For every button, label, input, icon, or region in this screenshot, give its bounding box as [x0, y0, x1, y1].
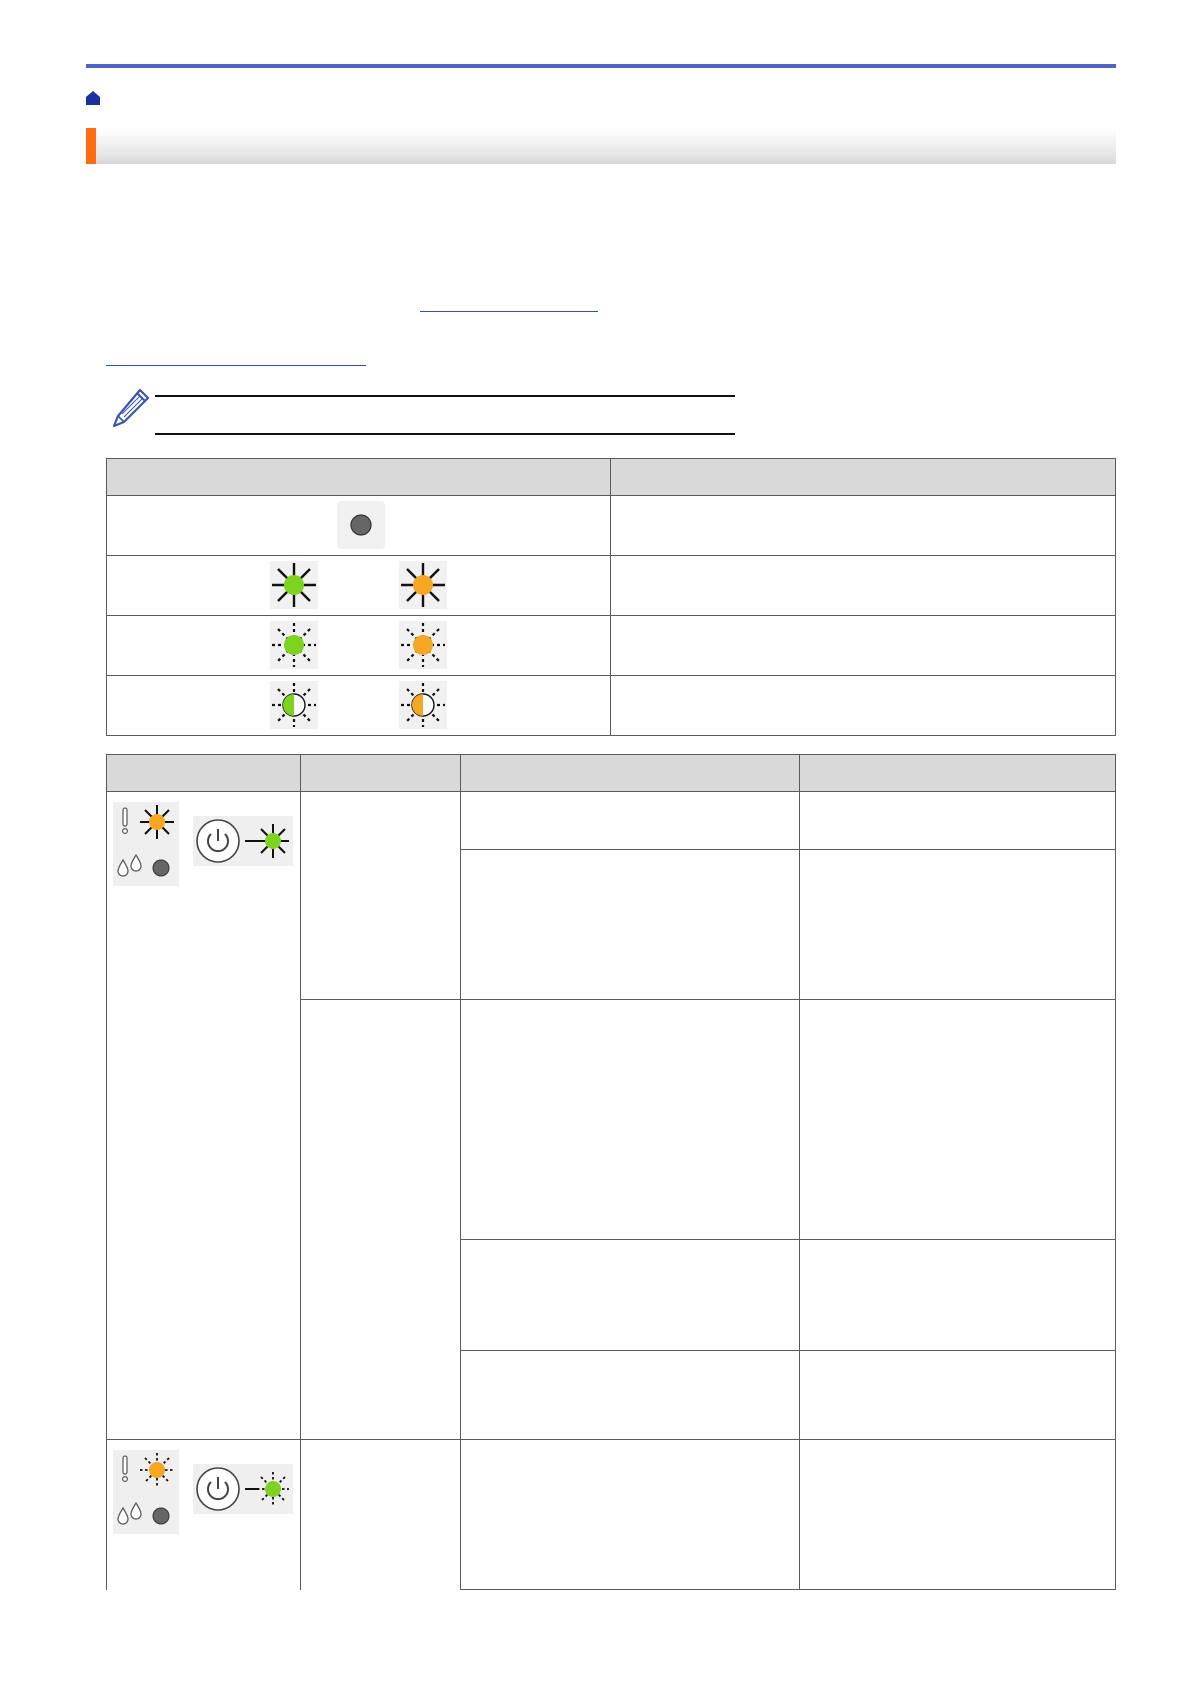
- warning-led-blink-orange-icon: [139, 1452, 175, 1491]
- legend-meaning-cell: [610, 616, 1116, 676]
- ink-led-off-icon: [151, 858, 171, 881]
- power-led-on-green-icon: [245, 822, 291, 863]
- led-status-table: [106, 754, 1116, 1590]
- legend-header-indication: [107, 459, 611, 496]
- ink-drops-icon: [115, 854, 145, 883]
- led-blink-green-icon: [270, 621, 318, 672]
- led-table-row: [107, 1440, 1116, 1590]
- status-cell: [300, 1440, 460, 1590]
- action-cell: [800, 792, 1116, 850]
- intro-link-2[interactable]: [106, 344, 366, 366]
- status-cell: [300, 1000, 460, 1440]
- status-cell: [300, 792, 460, 1000]
- legend-header-meaning: [610, 459, 1116, 496]
- led-table-row: [107, 792, 1116, 850]
- led-table-header-row: [107, 755, 1116, 792]
- led-off-icon: [337, 501, 385, 552]
- intro-link-1[interactable]: [420, 290, 598, 312]
- led-half-orange-icon: [399, 681, 447, 732]
- cause-cell: [460, 1000, 800, 1240]
- warning-ink-panel: [113, 1450, 179, 1534]
- led-panel-cell: [107, 792, 301, 1440]
- legend-row: [107, 496, 1116, 556]
- action-cell: [800, 850, 1116, 1000]
- legend-table: [106, 458, 1116, 736]
- cause-cell: [460, 1351, 800, 1440]
- top-rule: [86, 64, 1116, 68]
- cause-cell: [460, 792, 800, 850]
- led-half-green-icon: [270, 681, 318, 732]
- power-button-icon: [195, 1466, 241, 1515]
- legend-indication-cell: [107, 556, 611, 616]
- led-header-status: [300, 755, 460, 792]
- title-accent-bar: [86, 128, 96, 164]
- ink-led-off-icon: [151, 1506, 171, 1529]
- legend-meaning-cell: [610, 496, 1116, 556]
- warning-exclamation-icon: [119, 1454, 131, 1487]
- cause-cell: [460, 850, 800, 1000]
- cause-cell: [460, 1440, 800, 1590]
- power-panel: [193, 816, 293, 866]
- legend-row: [107, 556, 1116, 616]
- legend-indication-cell: [107, 496, 611, 556]
- power-button-icon: [195, 818, 241, 867]
- led-header-led: [107, 755, 301, 792]
- legend-header-row: [107, 459, 1116, 496]
- led-header-action: [800, 755, 1116, 792]
- legend-row: [107, 676, 1116, 736]
- led-panel-cell: [107, 1440, 301, 1590]
- legend-meaning-cell: [610, 676, 1116, 736]
- power-panel: [193, 1464, 293, 1514]
- action-cell: [800, 1440, 1116, 1590]
- legend-meaning-cell: [610, 556, 1116, 616]
- title-band: [86, 128, 1116, 164]
- warning-led-on-orange-icon: [139, 804, 175, 843]
- note-bottom-rule: [155, 433, 735, 435]
- warning-exclamation-icon: [119, 806, 131, 839]
- home-icon[interactable]: [85, 90, 101, 106]
- legend-indication-cell: [107, 616, 611, 676]
- power-led-blink-green-icon: [245, 1470, 291, 1511]
- intro-link-1-underline: [420, 311, 598, 312]
- legend-indication-cell: [107, 676, 611, 736]
- action-cell: [800, 1000, 1116, 1240]
- legend-row: [107, 616, 1116, 676]
- led-header-cause: [460, 755, 800, 792]
- ink-drops-icon: [115, 1502, 145, 1531]
- intro-link-2-underline: [106, 365, 366, 366]
- led-on-orange-icon: [399, 561, 447, 612]
- action-cell: [800, 1351, 1116, 1440]
- led-blink-orange-icon: [399, 621, 447, 672]
- action-cell: [800, 1240, 1116, 1351]
- led-on-green-icon: [270, 561, 318, 612]
- cause-cell: [460, 1240, 800, 1351]
- warning-ink-panel: [113, 802, 179, 886]
- pencil-icon: [110, 386, 152, 430]
- note-top-rule: [155, 395, 735, 397]
